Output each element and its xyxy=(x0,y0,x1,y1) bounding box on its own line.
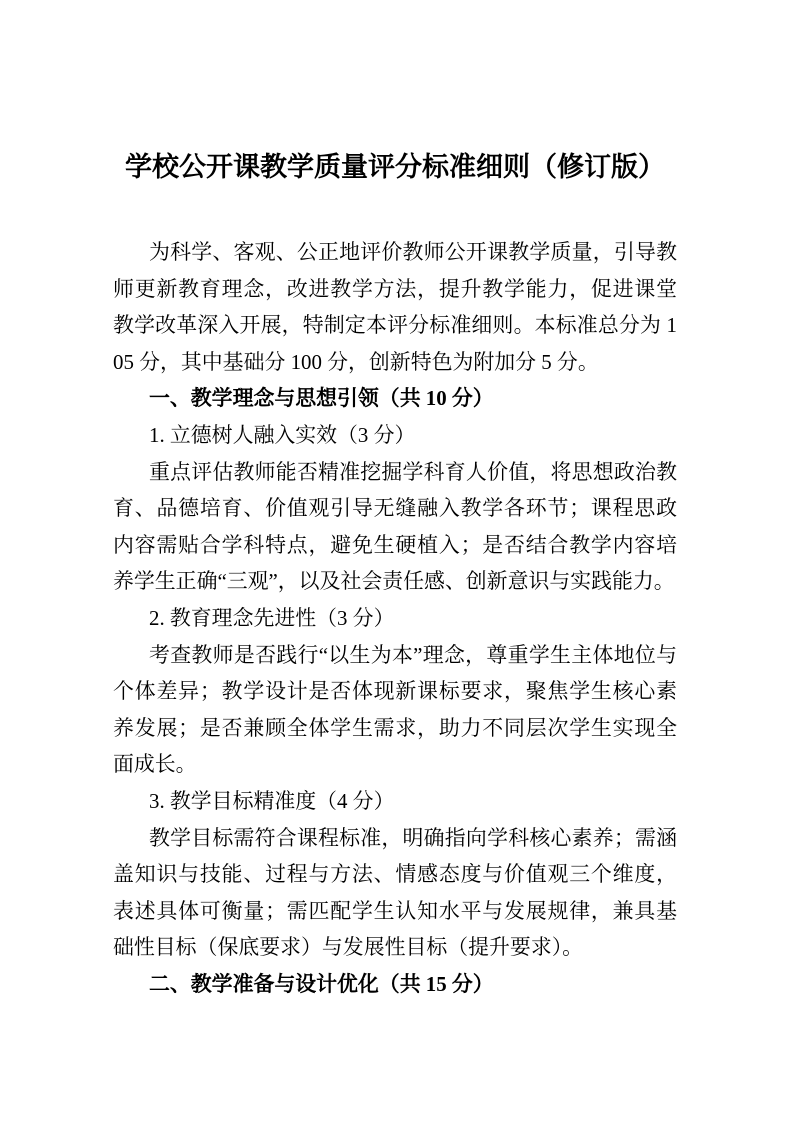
document-title: 学校公开课教学质量评分标准细则（修订版） xyxy=(125,152,665,182)
body-paragraph: 教学目标需符合课程标准，明确指向学科核心素养；需涵盖知识与技能、过程与方法、情感态度与价值观三个维度，表述具体可衡量；需匹配学生认知水平与发展规律，兼具基础性目标（保底要求）与发展性目标（提升要求）。 xyxy=(113,825,677,960)
item-heading: 1. 立德树人融入实效（3 分） xyxy=(149,422,416,447)
item-heading: 3. 教学目标精准度（4 分） xyxy=(149,788,395,813)
body-paragraph: 为科学、客观、公正地评价教师公开课教学质量，引导教师更新教育理念，改进教学方法，提升教学能力，促进课堂教学改革深入开展，特制定本评分标准细则。本标准总分为 105 分，其中基础分 100 分，创新特色为附加分 5 分。 xyxy=(113,240,677,374)
document-body xyxy=(113,234,677,1002)
item-heading: 2. 教育理念先进性（3 分） xyxy=(149,605,395,630)
section-heading: 一、教学理念与思想引领（共 10 分） xyxy=(149,386,494,411)
body-paragraph: 重点评估教师能否精准挖掘学科育人价值，将思想政治教育、品德培育、价值观引导无缝融入教学各环节；课程思政内容需贴合学科特点，避免生硬植入；是否结合教学内容培养学生正确“三观”，以及社会责任感、创新意识与实践能力。 xyxy=(113,459,677,594)
section-heading: 二、教学准备与设计优化（共 15 分） xyxy=(149,971,494,996)
body-paragraph: 考查教师是否践行“以生为本”理念，尊重学生主体地位与个体差异；教学设计是否体现新课标要求，聚焦学生核心素养发展；是否兼顾全体学生需求，助力不同层次学生实现全面成长。 xyxy=(113,642,677,777)
